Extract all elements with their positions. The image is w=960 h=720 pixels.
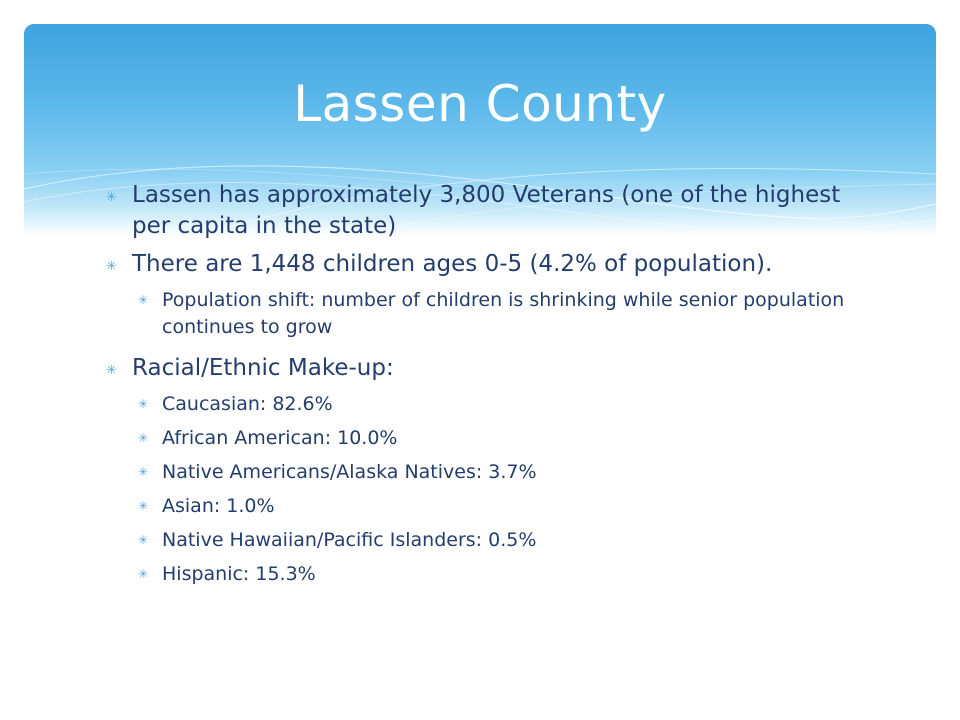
- sub-list-item: [104, 391, 864, 417]
- sub-list-item: [104, 527, 864, 553]
- list-item: [104, 353, 864, 384]
- asterisk-icon: ✳: [106, 190, 117, 205]
- asterisk-icon: ✳: [106, 363, 117, 378]
- sub-bullet-text: Native Hawaiian/Pacific Islanders: 0.5%: [162, 529, 537, 551]
- asterisk-icon: ✳: [138, 293, 149, 307]
- sub-bullet-text: Native Americans/Alaska Natives: 3.7%: [162, 461, 537, 483]
- slide-title: Lassen County: [293, 75, 667, 133]
- sub-list-item: [104, 493, 864, 519]
- asterisk-icon: ✳: [138, 397, 149, 411]
- sub-bullet-text: Population shift: number of children is shrinking while senior population continues to grow: [162, 289, 845, 338]
- sub-list-item: [104, 459, 864, 485]
- sub-bullet-text: African American: 10.0%: [162, 427, 398, 449]
- asterisk-icon: ✳: [106, 259, 117, 274]
- sub-list-item: [104, 287, 864, 341]
- asterisk-icon: ✳: [138, 465, 149, 479]
- bullet-list: [104, 180, 864, 595]
- sub-bullet-text: Caucasian: 82.6%: [162, 393, 333, 415]
- asterisk-icon: ✳: [138, 499, 149, 513]
- sub-list-item: [104, 561, 864, 587]
- bullet-text: Racial/Ethnic Make-up:: [132, 355, 394, 381]
- asterisk-icon: ✳: [138, 567, 149, 581]
- bullet-text: There are 1,448 children ages 0-5 (4.2% of population).: [132, 251, 773, 277]
- asterisk-icon: ✳: [138, 533, 149, 547]
- list-item: [104, 180, 864, 242]
- sub-bullet-text: Asian: 1.0%: [162, 495, 275, 517]
- bullet-text: Lassen has approximately 3,800 Veterans (one of the highest per capita in the state): [132, 182, 841, 239]
- list-item: [104, 249, 864, 280]
- asterisk-icon: ✳: [138, 431, 149, 445]
- sub-list-item: [104, 425, 864, 451]
- sub-bullet-text: Hispanic: 15.3%: [162, 563, 316, 585]
